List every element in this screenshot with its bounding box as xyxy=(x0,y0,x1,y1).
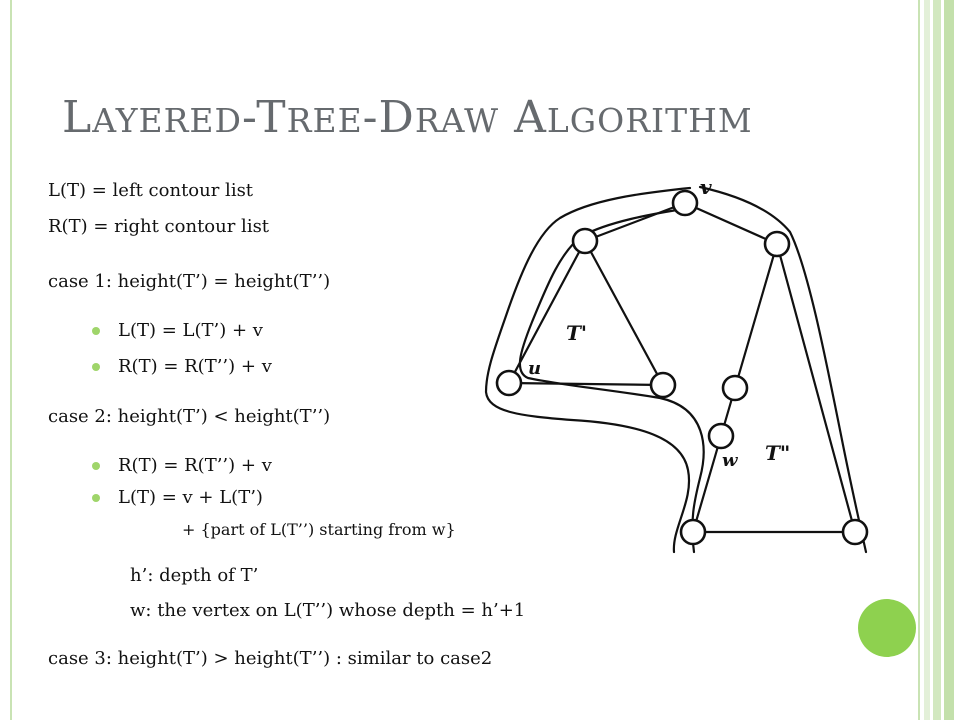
edge-triangle-left xyxy=(509,241,588,383)
case2-note-vertex: w: the vertex on L(T’’) whose depth = h’+1 xyxy=(130,600,526,621)
edge-right-spine xyxy=(735,244,777,388)
case2-continuation: + {part of L(T’’) starting from w} xyxy=(182,520,456,539)
label-t-double-prime: T" xyxy=(765,441,791,465)
bullet-dot xyxy=(92,462,100,470)
edge-right-outer xyxy=(777,244,855,532)
slide-title xyxy=(62,92,753,143)
title-cap-4: A xyxy=(499,92,547,143)
left-contour-definition: L(T) = left contour list xyxy=(48,180,254,201)
node-u xyxy=(497,371,521,395)
case2-heading: case 2: height(T’) < height(T’’) xyxy=(48,406,331,427)
case1-bullet-1: L(T) = L(T’) + v xyxy=(118,320,263,341)
title-cap-2: -T xyxy=(241,92,287,143)
tree-contour-diagram xyxy=(470,168,890,558)
case3-heading: case 3: height(T’) > height(T’’) : similar to case2 xyxy=(48,648,493,669)
edge-v-left xyxy=(585,203,685,241)
title-sc-1: AYERED xyxy=(92,101,242,140)
node-w xyxy=(709,424,733,448)
title-sc-4: LGORITHM xyxy=(546,101,753,140)
title-cap-3: -D xyxy=(362,92,415,143)
node-v xyxy=(673,191,697,215)
edge-triangle-right xyxy=(585,241,663,385)
label-v: v xyxy=(700,175,712,199)
case1-heading: case 1: height(T’) = height(T’’) xyxy=(48,271,331,292)
right-stripe-1 xyxy=(924,0,930,720)
label-t-prime: T' xyxy=(566,321,588,345)
node-bottom-right xyxy=(843,520,867,544)
case2-note-depth: h’: depth of T’ xyxy=(130,565,259,586)
node-bottom-left xyxy=(681,520,705,544)
case2-bullet-1: R(T) = R(T’’) + v xyxy=(118,455,272,476)
label-w: w xyxy=(722,450,738,471)
right-stripe-3 xyxy=(944,0,954,720)
edge-triangle-base xyxy=(509,383,663,385)
title-cap-1: L xyxy=(62,92,93,143)
right-contour-definition: R(T) = right contour list xyxy=(48,216,270,237)
title-sc-3: RAW xyxy=(414,101,500,140)
decorative-green-circle xyxy=(858,599,916,657)
bullet-dot xyxy=(92,363,100,371)
bullet-dot xyxy=(92,494,100,502)
node-right-child xyxy=(765,232,789,256)
edge-spine-2 xyxy=(693,436,721,532)
node-triangle-right xyxy=(651,373,675,397)
case2-bullet-2: L(T) = v + L(T’) xyxy=(118,487,263,508)
inner-contour-line xyxy=(520,208,704,552)
title-sc-2: REE xyxy=(286,101,363,140)
right-stripe-2 xyxy=(933,0,941,720)
case1-bullet-2: R(T) = R(T’’) + v xyxy=(118,356,272,377)
bullet-dot xyxy=(92,327,100,335)
node-left-child xyxy=(573,229,597,253)
label-u: u xyxy=(528,358,542,379)
node-spine-1 xyxy=(723,376,747,400)
